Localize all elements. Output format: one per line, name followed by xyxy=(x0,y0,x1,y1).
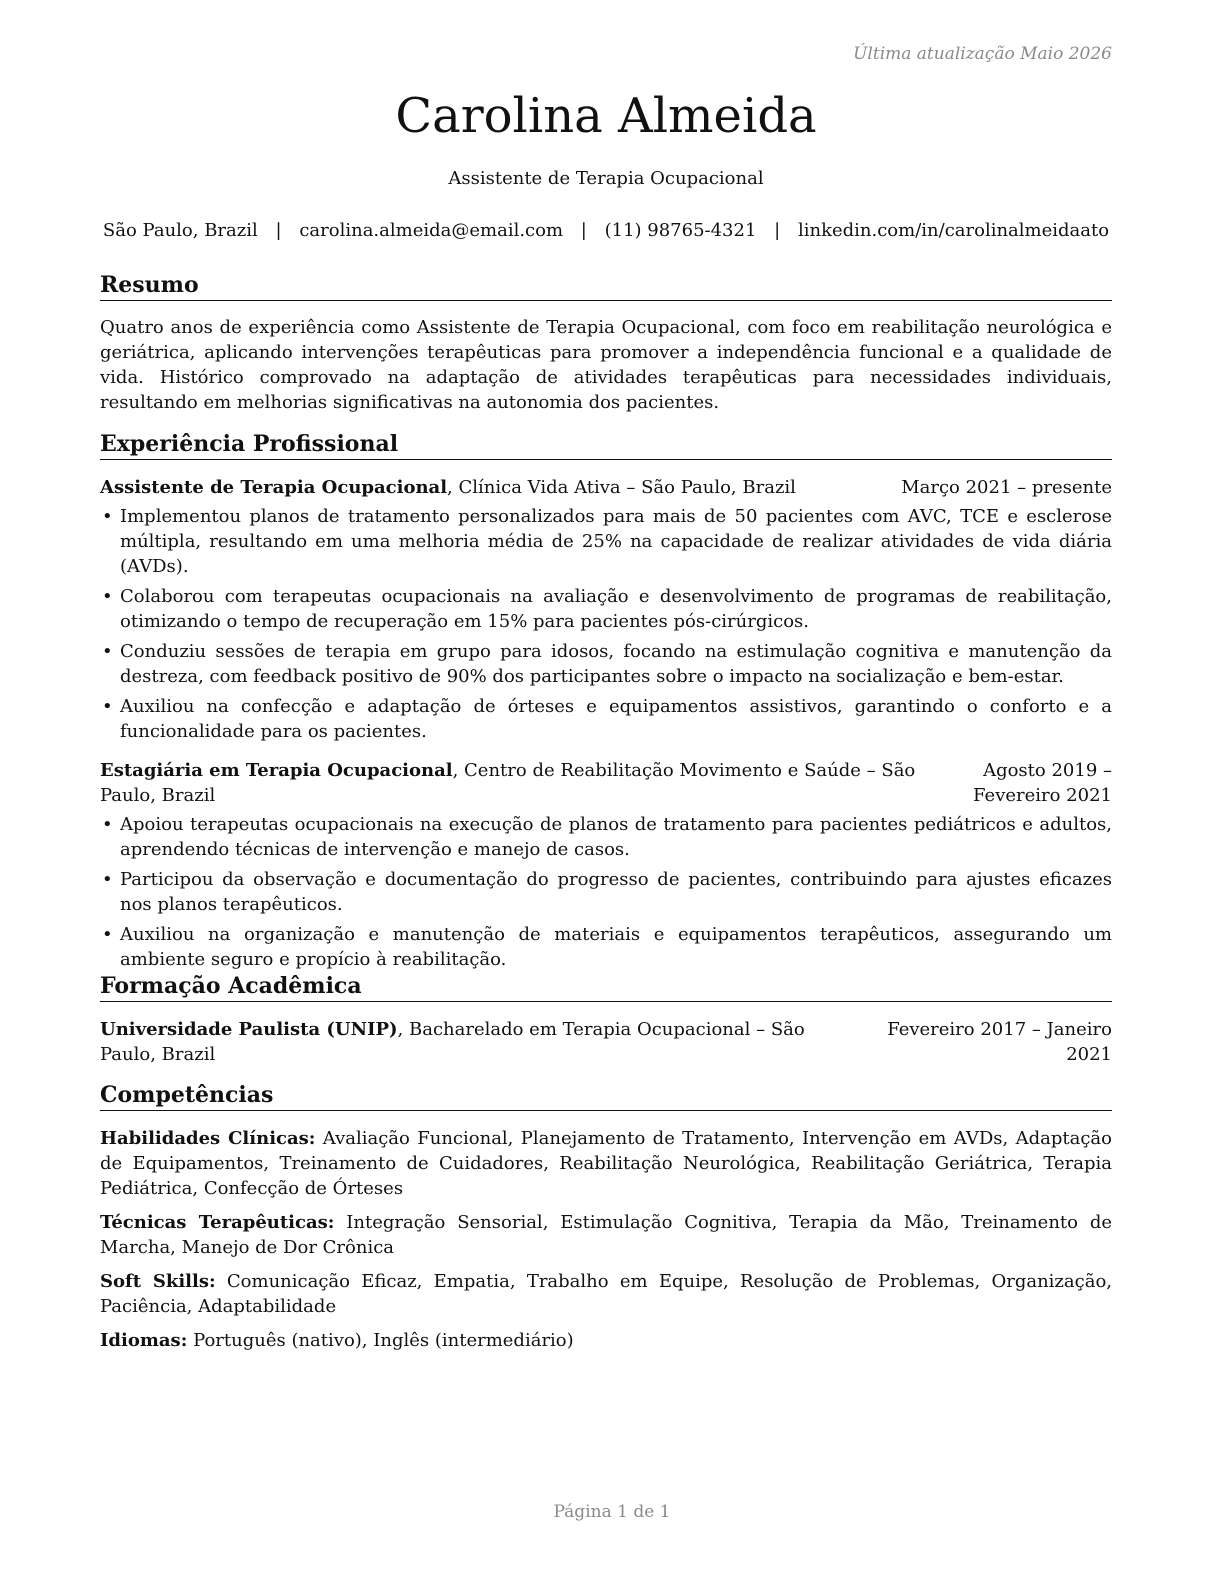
skill-label: Soft Skills: xyxy=(100,1271,216,1292)
job-dates: Agosto 2019 – Fevereiro 2021 xyxy=(973,760,1112,806)
education-section xyxy=(100,972,1112,1067)
job-role: Assistente de Terapia Ocupacional xyxy=(100,477,448,498)
job-header xyxy=(100,475,1112,500)
skill-label: Idiomas: xyxy=(100,1330,188,1351)
list-item: • Auxiliou na organização e manutenção de materiais e equipamentos terapêuticos, assegurando um ambiente seguro e propício à reabilitação. xyxy=(100,922,1112,972)
section-title-skills: Competências xyxy=(100,1081,1112,1111)
contact-linkedin[interactable]: linkedin.com/in/carolinalmeidaato xyxy=(797,220,1110,241)
skill-group xyxy=(100,1210,1112,1260)
job-dates: Março 2021 – presente xyxy=(901,477,1112,498)
job-bullets xyxy=(100,504,1112,744)
job-title: Assistente de Terapia Ocupacional xyxy=(448,168,764,189)
skill-label: Técnicas Terapêuticas: xyxy=(100,1212,335,1233)
job-role: Estagiária em Terapia Ocupacional xyxy=(100,760,453,781)
contact-location: São Paulo, Brazil xyxy=(102,220,258,241)
list-item: • Apoiou terapeutas ocupacionais na execução de planos de tratamento para pacientes pediátricos e adultos, aprendendo técnicas de intervenção e manejo de casos. xyxy=(100,812,1112,862)
skill-group xyxy=(100,1269,1112,1319)
experience-section xyxy=(100,430,1112,977)
contact-separator: | xyxy=(275,220,282,241)
job-org: , Clínica Vida Ativa – São Paulo, Brazil xyxy=(447,477,796,498)
list-item: • Participou da observação e documentação do progresso de pacientes, contribuindo para ajustes eficazes nos planos terapêuticos. xyxy=(100,867,1112,917)
summary-text: Quatro anos de experiência como Assistente de Terapia Ocupacional, com foco em reabilitação neurológica e geriátrica, aplicando intervenções terapêuticas para promover a independência funcional e a qualidade de vida. Histórico comprovado na adaptação de atividades terapêuticas para necessidades individuais, resultando em melhorias significativas na autonomia dos pacientes. xyxy=(100,317,1112,413)
candidate-name: Carolina Almeida xyxy=(395,88,817,144)
contact-email[interactable]: carolina.almeida@email.com xyxy=(299,220,564,241)
list-item: • Conduziu sessões de terapia em grupo para idosos, focando na estimulação cognitiva e manutenção da destreza, com feedback positivo de 90% dos participantes sobre o impacto na socialização e bem-estar. xyxy=(100,639,1112,689)
skills-section xyxy=(100,1081,1112,1362)
job-bullets xyxy=(100,812,1112,972)
contact-separator: | xyxy=(580,220,587,241)
list-item: • Colaborou com terapeutas ocupacionais na avaliação e desenvolvimento de programas de reabilitação, otimizando o tempo de recuperação em 15% para pacientes pós-cirúrgicos. xyxy=(100,584,1112,634)
skill-group xyxy=(100,1126,1112,1201)
section-title-experience: Experiência Profissional xyxy=(100,430,1112,460)
contact-phone: (11) 98765-4321 xyxy=(604,220,757,241)
summary-section xyxy=(100,271,1112,415)
degree: , Bacharelado em Terapia Ocupacional – São Paulo, Brazil xyxy=(100,1019,805,1065)
list-item: • Auxiliou na confecção e adaptação de órteses e equipamentos assistivos, garantindo o conforto e a funcionalidade para os pacientes. xyxy=(100,694,1112,744)
list-item: • Implementou planos de tratamento personalizados para mais de 50 pacientes com AVC, TCE e esclerose múltipla, resultando em uma melhoria média de 25% na capacidade de realizar atividades de vida diária (AVDs). xyxy=(100,504,1112,579)
skill-group xyxy=(100,1328,1112,1353)
section-title-summary: Resumo xyxy=(100,271,1112,301)
contact-separator: | xyxy=(774,220,781,241)
skill-label: Habilidades Clínicas: xyxy=(100,1128,316,1149)
job-entry xyxy=(100,758,1112,972)
skill-text: Português (nativo), Inglês (intermediário) xyxy=(187,1330,574,1351)
job-entry xyxy=(100,475,1112,744)
section-title-education: Formação Acadêmica xyxy=(100,972,1112,1002)
skill-text: Comunicação Eficaz, Empatia, Trabalho em Equipe, Resolução de Problemas, Organização, Paciência, Adaptabilidade xyxy=(100,1271,1113,1317)
education-entry xyxy=(100,1017,1112,1067)
job-header xyxy=(100,758,1112,808)
school-name: Universidade Paulista (UNIP) xyxy=(100,1019,398,1040)
skill-text: Integração Sensorial, Estimulação Cognitiva, Terapia da Mão, Treinamento de Marcha, Manejo de Dor Crônica xyxy=(100,1212,1113,1258)
last-updated: Última atualização Maio 2026 xyxy=(853,44,1112,64)
page-number: Página 1 de 1 xyxy=(553,1502,671,1522)
contact-line xyxy=(100,219,1112,243)
job-org: , Centro de Reabilitação Movimento e Saúde – São Paulo, Brazil xyxy=(100,760,916,806)
skill-text: Avaliação Funcional, Planejamento de Tratamento, Intervenção em AVDs, Adaptação de Equipamentos, Treinamento de Cuidadores, Reabilitação Neurológica, Reabilitação Geriátrica, Terapia Pediátrica, Confecção de Órteses xyxy=(100,1128,1112,1199)
education-dates: Fevereiro 2017 – Janeiro 2021 xyxy=(887,1019,1112,1065)
